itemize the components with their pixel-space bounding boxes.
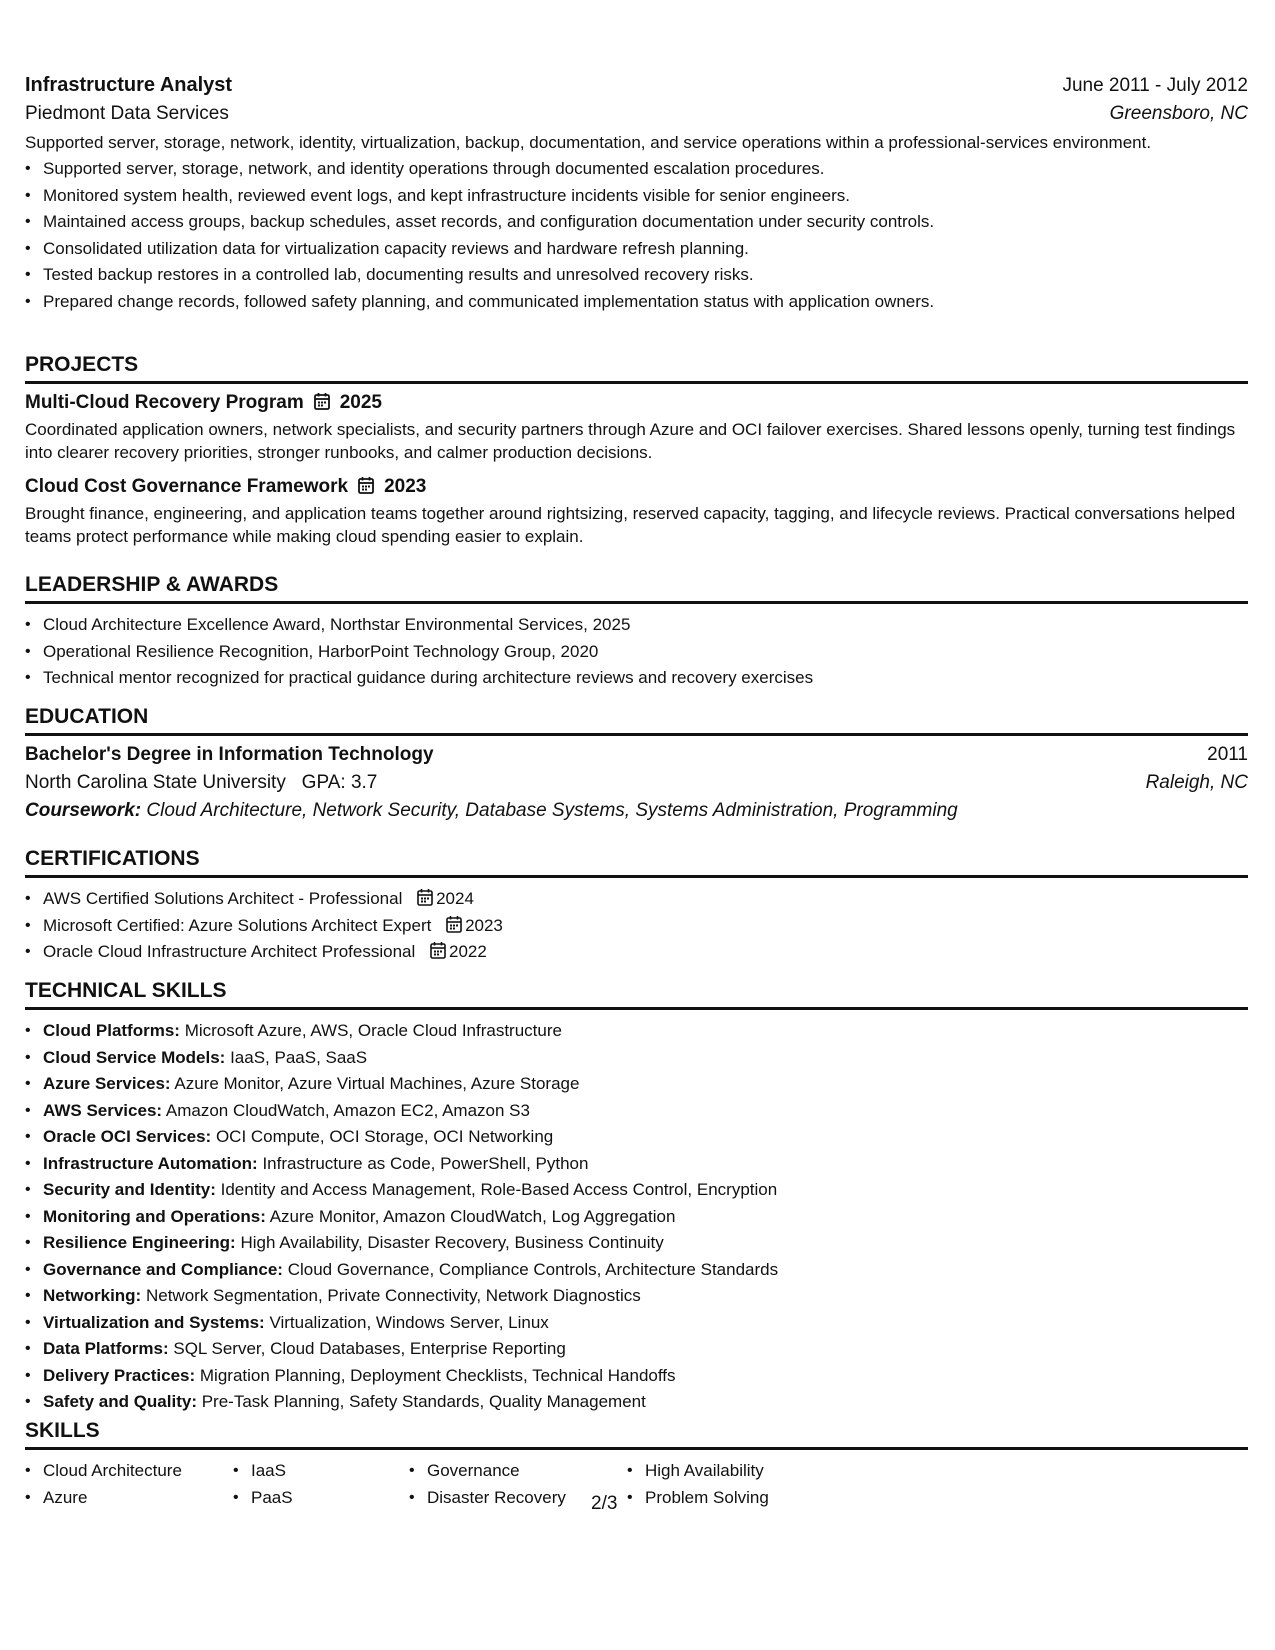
job-title: Infrastructure Analyst [25,74,233,96]
list-item: • Maintained access groups, backup schedules, asset records, and configuration documentation under security controls. [43,209,1248,236]
list-item: • PaaS [251,1485,409,1512]
skills-section [25,1419,1248,1511]
school-name: North Carolina State University [25,772,286,793]
experience-entry [25,74,1248,315]
technical-skills-list [25,1018,1248,1416]
job-location: Greensboro, NC [1109,103,1248,124]
skill-label: Resilience Engineering: [43,1233,236,1252]
cert-name: Oracle Cloud Infrastructure Architect Professional [43,942,416,961]
cert-year: 2023 [465,915,503,935]
section-heading: CERTIFICATIONS [25,847,1248,878]
gpa: GPA: 3.7 [301,772,378,793]
list-item: • Disaster Recovery [427,1485,627,1512]
list-item [43,886,1248,913]
list-item: • Technical mentor recognized for practical guidance during architecture reviews and recovery exercises [43,665,1248,692]
skill-label: Delivery Practices: [43,1365,196,1385]
list-item: • Prepared change records, followed safety planning, and communicated implementation status with application owners. [43,289,1248,316]
skill-label: Networking: [43,1286,142,1305]
list-item [43,1283,1248,1310]
cert-name: AWS Certified Solutions Architect - Professional [43,889,403,908]
project-description: Brought finance, engineering, and application teams together around rightsizing, reserved capacity, tagging, and lifecycle reviews. Practical conversations helped teams protect performance while making cloud spending easier to explain. [25,504,1236,546]
list-item [43,1124,1248,1151]
leadership-list [25,612,1248,692]
skill-label: Safety and Quality: [43,1392,197,1411]
skills-column [233,1458,409,1511]
skill-value: Microsoft Azure, AWS, Oracle Cloud Infrastructure [184,1021,562,1040]
list-item [43,1045,1248,1072]
job-summary: Supported server, storage, network, identity, virtualization, backup, documentation, and service operations within a professional-services environment. [25,133,1152,152]
section-heading: EDUCATION [25,705,1248,736]
skill-value: High Availability, Disaster Recovery, Business Continuity [240,1233,664,1252]
list-item [43,1204,1248,1231]
skill-value: Amazon CloudWatch, Amazon EC2, Amazon S3 [165,1100,530,1120]
cert-year: 2024 [436,889,474,908]
skill-value: OCI Compute, OCI Storage, OCI Networking [215,1127,554,1146]
education-section [25,705,1248,822]
technical-skills-section [25,979,1248,1416]
section-heading: SKILLS [25,1419,1248,1450]
calendar-icon [358,476,374,498]
project-title [25,476,1248,498]
list-item: • IaaS [251,1458,409,1485]
list-item [43,1336,1248,1363]
cert-name: Microsoft Certified: Azure Solutions Architect Expert [43,915,432,935]
list-item [43,1018,1248,1045]
skill-value: Network Segmentation, Private Connectivity, Network Diagnostics [145,1286,641,1305]
project-year: 2023 [384,476,427,497]
skill-label: Security and Identity: [43,1180,216,1199]
education-location: Raleigh, NC [1145,772,1248,793]
project-name: Cloud Cost Governance Framework [25,476,349,497]
cert-year: 2022 [449,942,487,961]
list-item: • Problem Solving [645,1485,845,1512]
list-item [43,1071,1248,1098]
project-description: Coordinated application owners, network specialists, and security partners through Azure and OCI failover exercises. Shared lessons openly, turning test findings into clearer recovery priorities, stronger runbooks, and calmer production decisions. [25,420,1236,462]
page-number: 2/3 [591,1493,618,1514]
calendar-icon [314,392,330,414]
list-item [43,1230,1248,1257]
list-item: • Cloud Architecture [43,1458,233,1485]
project-name: Multi-Cloud Recovery Program [25,392,304,413]
skill-value: Virtualization, Windows Server, Linux [269,1312,549,1332]
skill-label: Virtualization and Systems: [43,1312,265,1332]
list-item: • Operational Resilience Recognition, HarborPoint Technology Group, 2020 [43,639,1248,666]
skill-value: IaaS, PaaS, SaaS [230,1047,368,1067]
list-item: • Tested backup restores in a controlled lab, documenting results and unresolved recovery risks. [43,262,1248,289]
section-heading: LEADERSHIP & AWARDS [25,573,1248,604]
list-item: • Monitored system health, reviewed event logs, and kept infrastructure incidents visible for senior engineers. [43,183,1248,210]
certification-list [25,886,1248,966]
job-bullets [25,156,1248,315]
skill-label: AWS Services: [43,1100,163,1120]
projects-section [25,353,1248,560]
section-heading: TECHNICAL SKILLS [25,979,1248,1010]
list-item [43,1151,1248,1178]
skill-label: Monitoring and Operations: [43,1206,266,1226]
skill-value: Pre-Task Planning, Safety Standards, Quality Management [201,1392,646,1411]
calendar-icon [417,886,433,913]
skill-label: Oracle OCI Services: [43,1127,212,1146]
skill-value: Infrastructure as Code, PowerShell, Python [262,1153,589,1173]
list-item: • Governance [427,1458,627,1485]
coursework [25,800,1248,822]
skill-label: Governance and Compliance: [43,1259,283,1279]
coursework-list: Cloud Architecture, Network Security, Database Systems, Systems Administration, Programming [146,800,958,821]
skill-label: Cloud Platforms: [43,1021,180,1040]
list-item: • Cloud Architecture Excellence Award, Northstar Environmental Services, 2025 [43,612,1248,639]
list-item [43,1389,1248,1416]
skill-label: Data Platforms: [43,1339,169,1358]
skill-value: Migration Planning, Deployment Checklists, Technical Handoffs [199,1365,676,1385]
skill-value: Identity and Access Management, Role-Based Access Control, Encryption [220,1180,778,1199]
skill-label: Azure Services: [43,1074,171,1093]
skill-label: Cloud Service Models: [43,1047,226,1067]
job-dates: June 2011 - July 2012 [1062,75,1248,96]
skills-column [25,1458,233,1511]
skill-value: Azure Monitor, Amazon CloudWatch, Log Aggregation [269,1206,676,1226]
skills-column [627,1458,845,1511]
section-heading: PROJECTS [25,353,1248,384]
list-item [43,1363,1248,1390]
calendar-icon [446,913,462,940]
list-item: • Supported server, storage, network, and identity operations through documented escalation procedures. [43,156,1248,183]
list-item [43,1257,1248,1284]
skill-label: Infrastructure Automation: [43,1153,258,1173]
project-title [25,392,1248,414]
list-item: • High Availability [645,1458,845,1485]
skill-value: Azure Monitor, Azure Virtual Machines, Azure Storage [174,1074,580,1093]
skill-value: Cloud Governance, Compliance Controls, Architecture Standards [287,1259,779,1279]
list-item [43,1098,1248,1125]
skills-grid [25,1458,1248,1511]
job-company: Piedmont Data Services [25,103,229,124]
list-item: • Azure [43,1485,233,1512]
education-year: 2011 [1207,744,1248,765]
list-item [43,1177,1248,1204]
list-item [43,1310,1248,1337]
list-item [43,939,1248,966]
certifications-section [25,847,1248,966]
project-year: 2025 [339,392,382,413]
skill-value: SQL Server, Cloud Databases, Enterprise Reporting [173,1339,566,1358]
list-item: • Consolidated utilization data for virtualization capacity reviews and hardware refresh planning. [43,236,1248,263]
leadership-section [25,573,1248,692]
coursework-label: Coursework: [25,800,142,821]
list-item [43,913,1248,940]
degree-title: Bachelor's Degree in Information Technology [25,744,434,765]
calendar-icon [430,939,446,966]
